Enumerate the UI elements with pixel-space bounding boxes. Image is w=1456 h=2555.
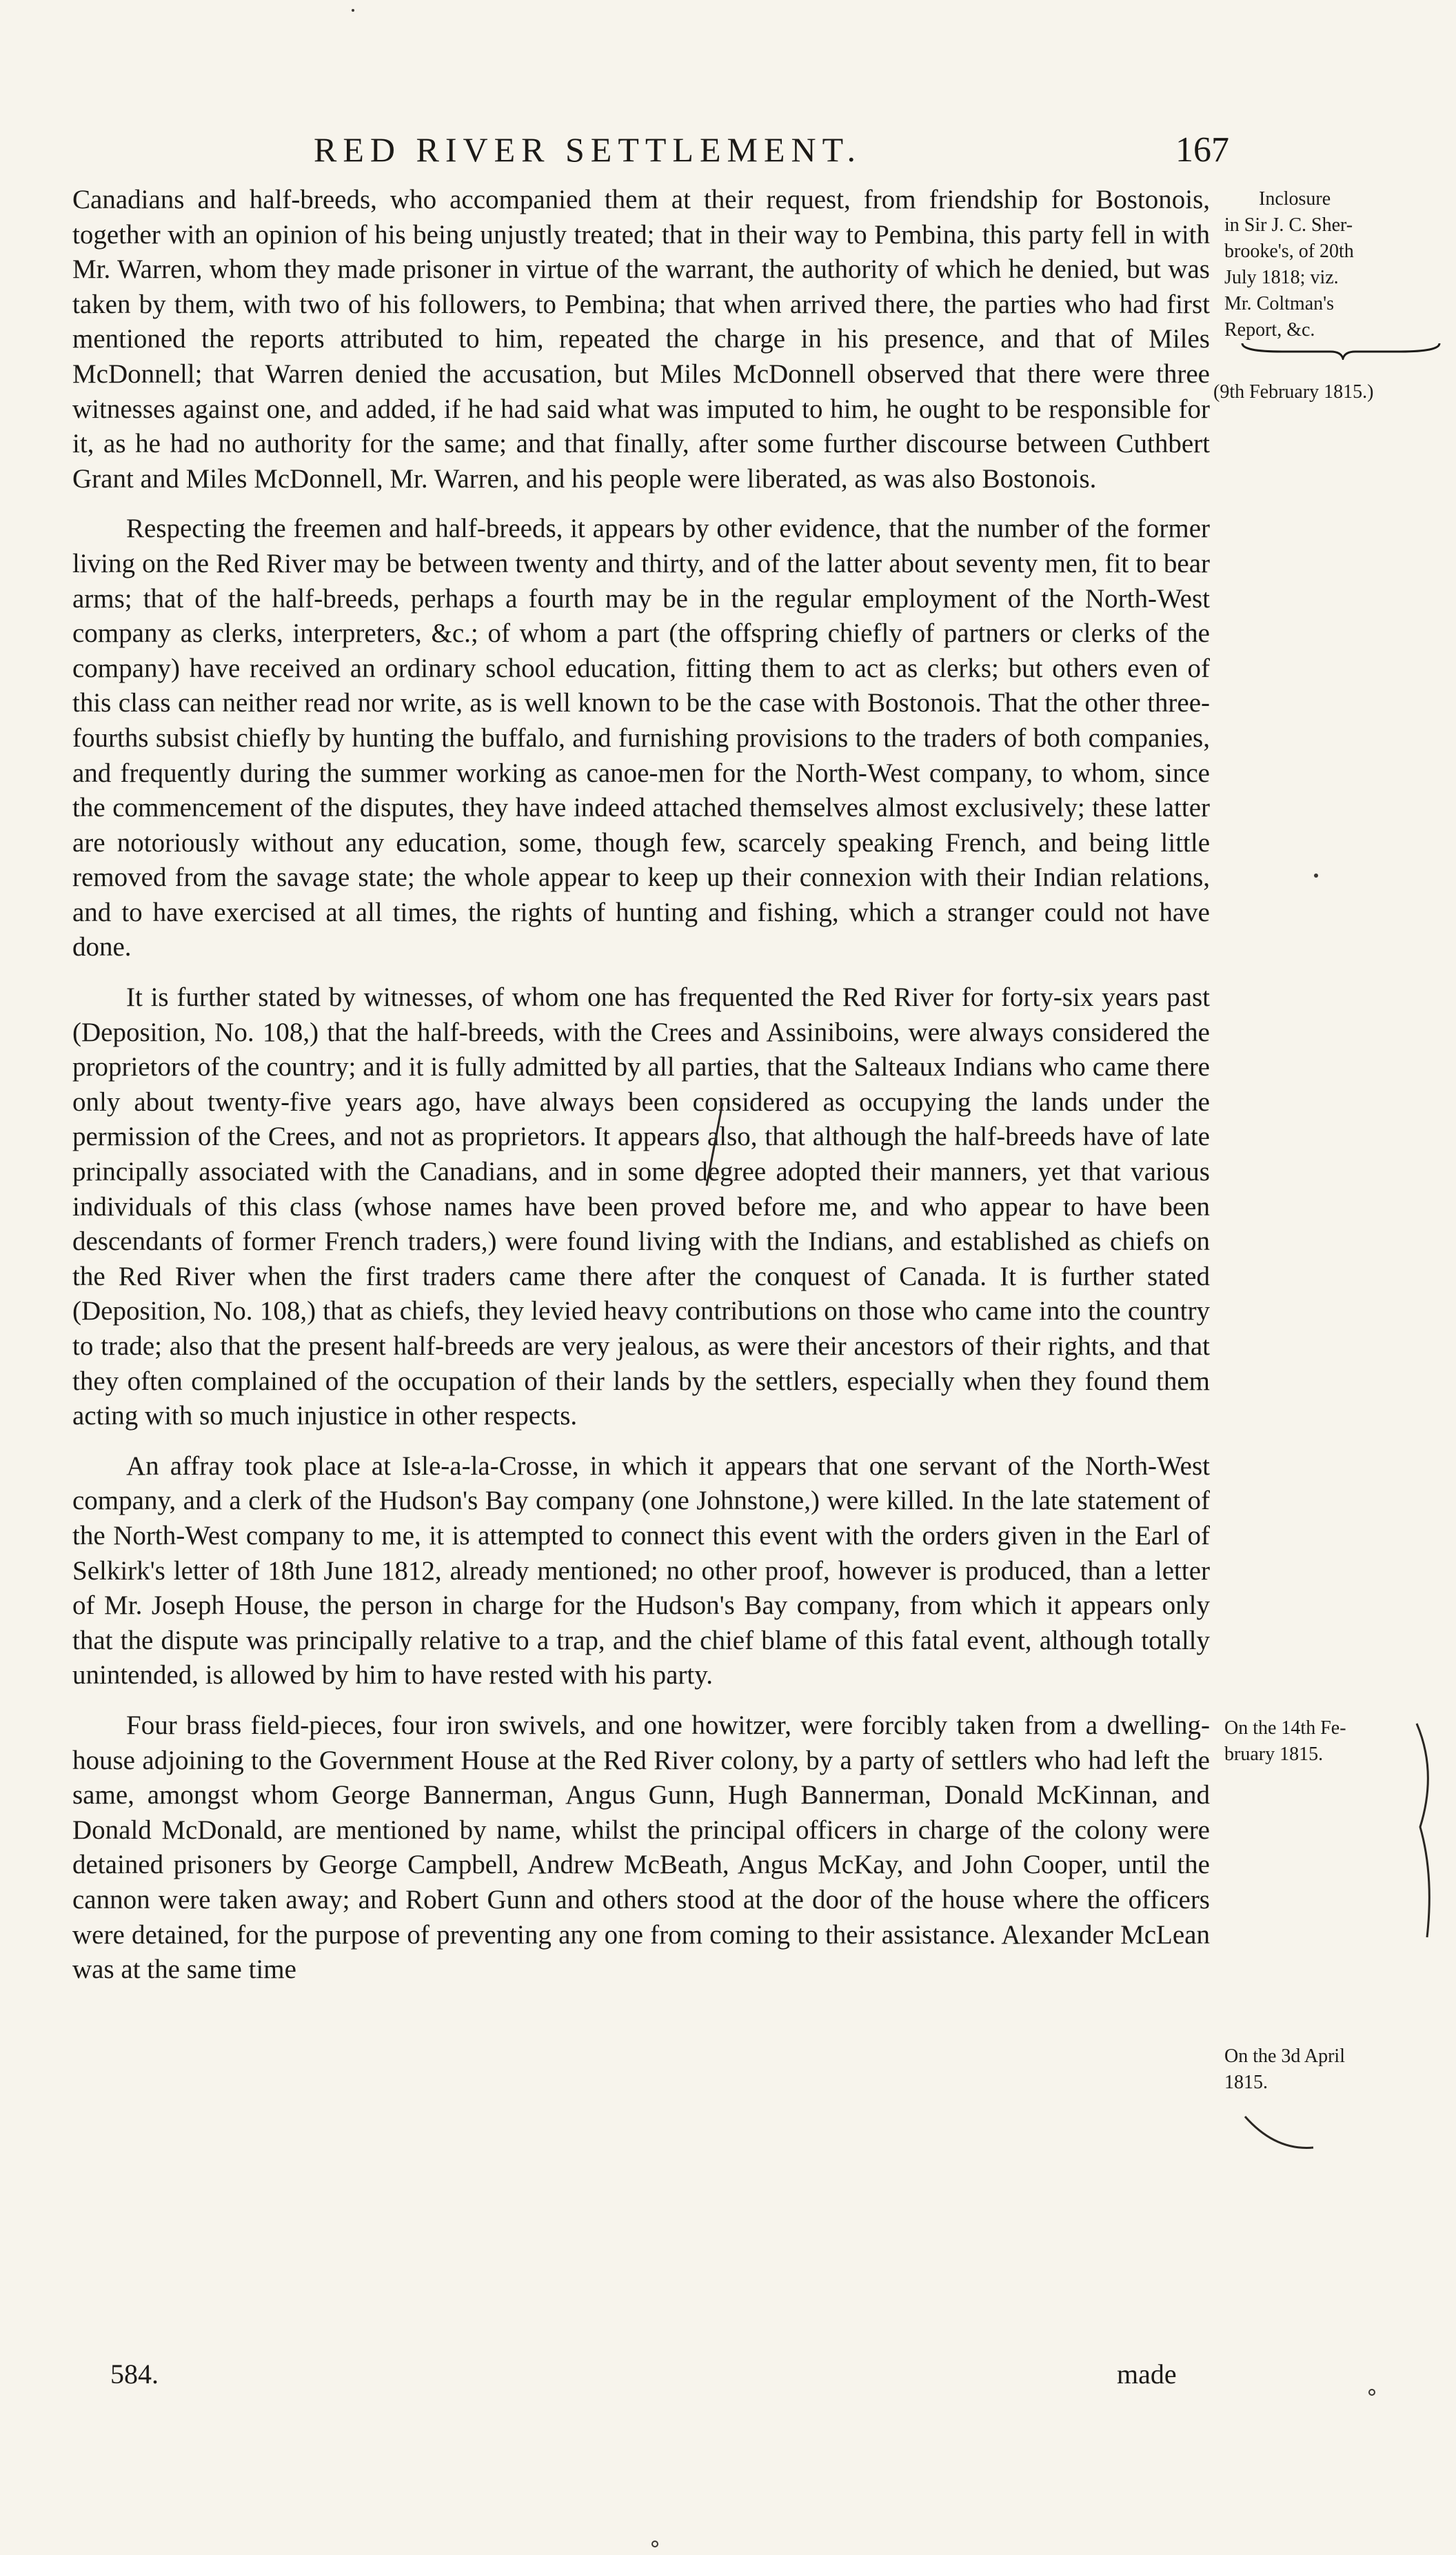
signature-mark: 584. <box>110 2359 159 2390</box>
margin-note-line: Inclosure <box>1259 188 1331 210</box>
page-number: 167 <box>1175 130 1229 170</box>
margin-note-line: brooke's, of 20th <box>1224 241 1354 262</box>
paragraph-3: It is further stated by witnesses, of whom one has frequented the Red River for forty-six years past (Deposition, No. 108,) that the half-breeds, with the Crees and Assiniboins, were always considered the proprietors of the country; and it is fully admitted by all parties, that the Salteaux Indians who came there only about twenty-five years ago, have always been considered as occupying the lands under the permission of the Crees, and not as proprietors. It appears also, that although the half-breeds have of late principally associated with the Canadians, and in some degree adopted their manners, yet that various individuals of this class (whose names have been proved before me, and who appear to have been descendants of former French traders,) were found living with the Indians, and established as chiefs on the Red River when the first traders came there after the conquest of Canada. It is further stated (Deposition, No. 108,) that as chiefs, they levied heavy contributions on those who came into the country to trade; also that the present half-breeds are very jealous, as were their ancestors of their rights, and that they often complained of the occupation of their lands by the settlers, especially when they found them acting with so much injustice in other respects. <box>72 982 1210 1431</box>
margin-note-affray <box>1224 1715 1452 1768</box>
running-title: RED RIVER SETTLEMENT. <box>314 130 862 169</box>
margin-note-line: in Sir J. C. Sher- <box>1224 214 1353 236</box>
margin-note-cannon <box>1224 2043 1452 2096</box>
margin-note-line: On the 3d April <box>1224 2046 1345 2067</box>
horizontal-brace-icon <box>1241 342 1441 360</box>
margin-note-line: July 1818; viz. <box>1224 267 1339 288</box>
margin-note-line: Mr. Coltman's <box>1224 293 1335 314</box>
margin-note-line: 1815. <box>1224 2072 1268 2093</box>
body-text <box>72 183 1210 2003</box>
margin-note-inclosure <box>1224 186 1452 343</box>
catchword: made <box>1117 2359 1177 2390</box>
paragraph-2: Respecting the freemen and half-breeds, it appears by other evidence, that the number of the former living on the Red River may be between twenty and thirty, and of the latter about seventy men, fit to bear arms; that of the half-breeds, perhaps a fourth may be in the regular employment of the North-West company as clerks, interpreters, &c.; of whom a part (the offspring chiefly of partners or clerks of the company) have received an ordinary school education, fitting them to act as clerks; but others even of this class can neither read nor write, as is well known to be the case with Bostonois. That the other three-fourths subsist chiefly by hunting the buffalo, and furnishing provisions to the traders of both companies, and frequently during the summer working as canoe-men for the North-West company, to whom, since the commencement of the disputes, they have indeed attached themselves almost exclusively; these latter are notoriously without any education, some, though few, scarcely speaking French, and being little removed from the savage state; the whole appear to keep up their connexion with their Indian relations, and to have exercised at all times, the rights of hunting and fishing, which a stranger could not have done. <box>72 514 1210 962</box>
margin-note-line: bruary 1815. <box>1224 1744 1324 1765</box>
page-header <box>72 130 1229 178</box>
paragraph-5: Four brass field-pieces, four iron swivels, and one howitzer, were forcibly taken from a dwelling-house adjoining to the Government House at the Red River colony, by a party of settlers who had left the same, amongst whom George Bannerman, Angus Gunn, Hugh Bannerman, Donald McKinnan, and Donald McDonald, are mentioned by name, whilst the principal officers in charge of the colony were detained prisoners by George Campbell, Andrew McBeath, Angus McKay, and John Cooper, until the cannon were taken away; and Robert Gunn and others stood at the door of the house where the officers were detained, for the purpose of preventing any one from coming to their assistance. Alexander McLean was at the same time <box>72 1710 1210 1985</box>
page-footer <box>110 2358 1213 2399</box>
margin-note-line: On the 14th Fe- <box>1224 1717 1346 1739</box>
margin-note-line: Report, &c. <box>1224 319 1315 341</box>
paragraph-4: An affray took place at Isle-a-la-Crosse, in which it appears that one servant of the North-West company, and a clerk of the Hudson's Bay company (one Johnstone,) were killed. In the late statement of the North-West company to me, it is attempted to connect this event with the orders given in the Earl of Selkirk's letter of 18th June 1812, already mentioned; no other proof, however is produced, than a letter of Mr. Joseph House, the person in charge for the Hudson's Bay company, from which it appears only that the dispute was principally relative to a trap, and the chief blame of this fatal event, although totally unintended, is allowed by him to have rested with his party. <box>72 1451 1210 1690</box>
margin-note-date: (9th February 1815.) <box>1213 381 1374 403</box>
paragraph-1: Canadians and half-breeds, who accompanied them at their request, from friendship for Bostonois, together with an opinion of his being unjustly treated; that in their way to Pembina, this party fell in with Mr. Warren, whom they made prisoner in virtue of the warrant, the authority of which he denied, but was taken by them, with two of his followers, to Pembina; that when arrived there, the parties who had first mentioned the reports attributed to him, repeated the charge in his presence, and that of Miles McDonnell; that Warren denied the accusation, but Miles McDonnell observed that there were three witnesses against one, and added, if he had said what was imputed to him, he ought to be responsible for it, as he had no authority for the same; and that finally, after some further discourse between Cuthbert Grant and Miles McDonnell, Mr. Warren, and his people were liberated, as was also Bostonois. <box>72 185 1210 494</box>
